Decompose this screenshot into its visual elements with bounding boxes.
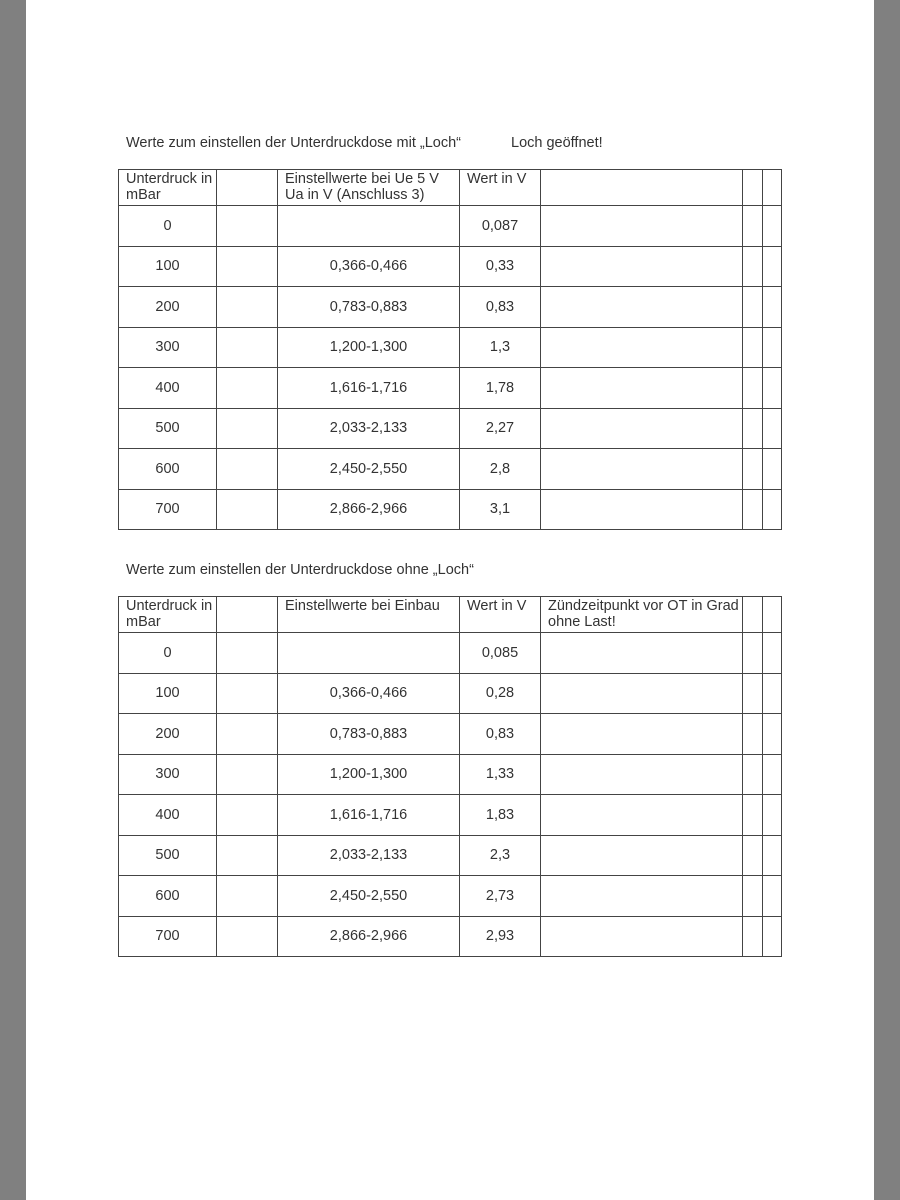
table-cell: 1,83 xyxy=(460,795,541,836)
table-cell xyxy=(743,408,763,449)
table-cell xyxy=(743,449,763,490)
table-cell xyxy=(217,489,278,530)
table-row xyxy=(119,835,782,876)
table-row xyxy=(119,876,782,917)
table-cell xyxy=(763,449,782,490)
table-cell xyxy=(541,835,743,876)
table-cell: 2,73 xyxy=(460,876,541,917)
table-cell: 700 xyxy=(119,916,217,957)
table-cell xyxy=(541,206,743,247)
table-cell xyxy=(763,408,782,449)
header-cell: Unterdruck in mBar xyxy=(119,170,217,206)
table1-title: Werte zum einstellen der Unterdruckdose mit „Loch“ xyxy=(126,135,461,151)
table-cell: 1,78 xyxy=(460,368,541,409)
table-cell xyxy=(763,633,782,674)
table-cell xyxy=(217,754,278,795)
table-cell xyxy=(743,673,763,714)
table-row xyxy=(119,754,782,795)
table-cell xyxy=(763,876,782,917)
table-cell: 0,83 xyxy=(460,287,541,328)
table-cell xyxy=(217,368,278,409)
table-cell: 500 xyxy=(119,408,217,449)
table-cell: 2,27 xyxy=(460,408,541,449)
table-cell xyxy=(743,714,763,755)
table-cell: 2,450-2,550 xyxy=(278,449,460,490)
table-cell: 1,3 xyxy=(460,327,541,368)
header-cell xyxy=(743,170,763,206)
table-cell xyxy=(217,714,278,755)
header-cell: Wert in V xyxy=(460,170,541,206)
table-cell: 0,33 xyxy=(460,246,541,287)
table-cell: 1,616-1,716 xyxy=(278,795,460,836)
table-cell: 300 xyxy=(119,327,217,368)
table-row xyxy=(119,795,782,836)
table-cell: 400 xyxy=(119,368,217,409)
table-cell: 0,085 xyxy=(460,633,541,674)
table-row xyxy=(119,916,782,957)
table-cell xyxy=(217,287,278,328)
table-cell: 0,366-0,466 xyxy=(278,246,460,287)
document-page xyxy=(26,0,874,1200)
header-cell xyxy=(217,170,278,206)
table2 xyxy=(118,596,782,957)
table-cell xyxy=(743,246,763,287)
table-cell xyxy=(217,795,278,836)
table-cell: 200 xyxy=(119,287,217,328)
table-cell xyxy=(541,408,743,449)
table-cell xyxy=(743,916,763,957)
table-cell xyxy=(743,754,763,795)
table-cell: 200 xyxy=(119,714,217,755)
table-cell xyxy=(743,876,763,917)
table-row xyxy=(119,246,782,287)
header-cell xyxy=(763,170,782,206)
table-cell: 0,28 xyxy=(460,673,541,714)
table-row xyxy=(119,633,782,674)
table-cell: 100 xyxy=(119,673,217,714)
table-cell xyxy=(217,246,278,287)
table-cell xyxy=(541,327,743,368)
table-cell: 1,200-1,300 xyxy=(278,754,460,795)
table-cell: 1,200-1,300 xyxy=(278,327,460,368)
table-cell xyxy=(541,368,743,409)
table-cell: 600 xyxy=(119,876,217,917)
table-cell xyxy=(763,835,782,876)
table-row xyxy=(119,287,782,328)
table-cell: 0,783-0,883 xyxy=(278,714,460,755)
table-cell xyxy=(541,795,743,836)
header-cell xyxy=(743,597,763,633)
table-cell xyxy=(743,287,763,328)
table-cell xyxy=(541,489,743,530)
table-cell xyxy=(541,876,743,917)
table-cell xyxy=(743,327,763,368)
header-cell: Einstellwerte bei Einbau xyxy=(278,597,460,633)
table-cell: 300 xyxy=(119,754,217,795)
table-row xyxy=(119,673,782,714)
table-row xyxy=(119,408,782,449)
table-cell: 2,866-2,966 xyxy=(278,489,460,530)
header-cell: Zündzeitpunkt vor OT in Grad ohne Last! xyxy=(541,597,743,633)
table-cell xyxy=(541,714,743,755)
table-cell xyxy=(763,489,782,530)
table-cell: 0,783-0,883 xyxy=(278,287,460,328)
table-cell xyxy=(217,876,278,917)
table-cell xyxy=(217,673,278,714)
table-cell xyxy=(217,408,278,449)
header-cell: Einstellwerte bei Ue 5 V Ua in V (Anschluss 3) xyxy=(278,170,460,206)
table-cell: 2,8 xyxy=(460,449,541,490)
table-row xyxy=(119,368,782,409)
header-row xyxy=(119,170,782,206)
table-cell xyxy=(763,327,782,368)
header-cell xyxy=(541,170,743,206)
table-cell: 2,450-2,550 xyxy=(278,876,460,917)
table-cell xyxy=(743,489,763,530)
table-cell xyxy=(743,795,763,836)
table1-caption xyxy=(126,135,603,151)
table-cell xyxy=(763,368,782,409)
table-cell xyxy=(278,206,460,247)
table2-title: Werte zum einstellen der Unterdruckdose ohne „Loch“ xyxy=(126,562,474,578)
table-cell xyxy=(743,835,763,876)
table-cell: 0,366-0,466 xyxy=(278,673,460,714)
table-cell xyxy=(541,673,743,714)
table-cell xyxy=(217,206,278,247)
table-cell: 0,83 xyxy=(460,714,541,755)
table-cell: 2,93 xyxy=(460,916,541,957)
table-row xyxy=(119,327,782,368)
table-cell: 1,616-1,716 xyxy=(278,368,460,409)
table2-caption xyxy=(126,562,474,578)
table-row xyxy=(119,206,782,247)
table-cell xyxy=(217,633,278,674)
header-row xyxy=(119,597,782,633)
table-cell: 100 xyxy=(119,246,217,287)
table-cell: 2,033-2,133 xyxy=(278,408,460,449)
table-cell xyxy=(743,368,763,409)
table-cell xyxy=(541,287,743,328)
table-row xyxy=(119,489,782,530)
table-cell xyxy=(541,633,743,674)
table-cell: 0,087 xyxy=(460,206,541,247)
table-cell xyxy=(763,287,782,328)
table-cell xyxy=(217,835,278,876)
header-cell: Unterdruck in mBar xyxy=(119,597,217,633)
table-cell xyxy=(763,916,782,957)
table-cell: 2,866-2,966 xyxy=(278,916,460,957)
table-cell xyxy=(763,673,782,714)
table-cell xyxy=(763,246,782,287)
table-cell: 500 xyxy=(119,835,217,876)
table-cell: 0 xyxy=(119,206,217,247)
table-cell xyxy=(743,206,763,247)
header-cell xyxy=(217,597,278,633)
table-cell xyxy=(541,246,743,287)
table-cell: 2,033-2,133 xyxy=(278,835,460,876)
table-cell xyxy=(763,714,782,755)
table-cell xyxy=(217,916,278,957)
table-cell xyxy=(763,795,782,836)
table-cell: 600 xyxy=(119,449,217,490)
table-cell: 3,1 xyxy=(460,489,541,530)
table-cell xyxy=(541,449,743,490)
header-cell xyxy=(763,597,782,633)
table-cell xyxy=(541,916,743,957)
table-cell xyxy=(743,633,763,674)
table-cell: 1,33 xyxy=(460,754,541,795)
table-row xyxy=(119,714,782,755)
table1-note: Loch geöffnet! xyxy=(511,135,603,151)
table1 xyxy=(118,169,782,530)
table-row xyxy=(119,449,782,490)
table-cell: 700 xyxy=(119,489,217,530)
table-cell xyxy=(217,327,278,368)
table-cell: 2,3 xyxy=(460,835,541,876)
header-cell: Wert in V xyxy=(460,597,541,633)
table-cell xyxy=(763,206,782,247)
table-cell xyxy=(217,449,278,490)
table-cell: 0 xyxy=(119,633,217,674)
table-cell xyxy=(541,754,743,795)
table-cell: 400 xyxy=(119,795,217,836)
table-cell xyxy=(763,754,782,795)
table-cell xyxy=(278,633,460,674)
